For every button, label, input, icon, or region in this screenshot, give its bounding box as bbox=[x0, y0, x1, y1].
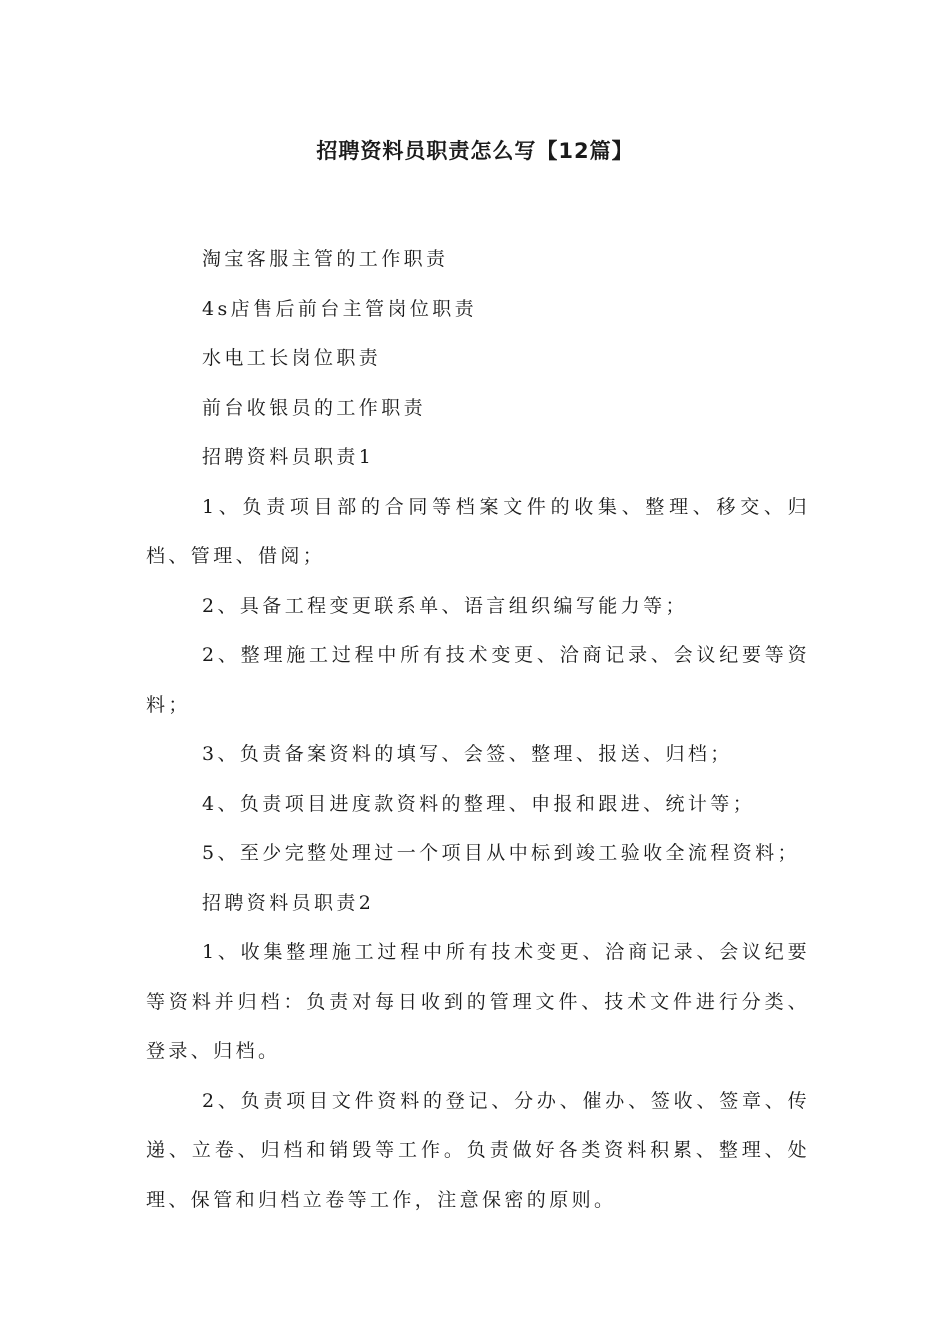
paragraph: 4、负责项目进度款资料的整理、申报和跟进、统计等； bbox=[202, 792, 756, 815]
section-heading: 招聘资料员职责1 bbox=[202, 446, 375, 468]
paragraph: 2、整理施工过程中所有技术变更、洽商记录、会议纪要等资料； bbox=[146, 644, 810, 716]
section-heading: 招聘资料员职责2 bbox=[202, 891, 375, 914]
paragraph: 淘宝客服主管的工作职责 bbox=[202, 248, 449, 270]
paragraph: 5、至少完整处理过一个项目从中标到竣工验收全流程资料； bbox=[202, 842, 800, 864]
paragraph: 2、负责项目文件资料的登记、分办、催办、签收、签章、传递、立卷、归档和销毁等工作。负责做好各类资料积累、整理、处理、保管和归档立卷等工作，注意保密的原则。 bbox=[146, 1089, 810, 1211]
paragraph: 2、具备工程变更联系单、语言组织编写能力等； bbox=[202, 594, 688, 617]
paragraph: 3、负责备案资料的填写、会签、整理、报送、归档； bbox=[202, 743, 733, 765]
paragraph: 4s店售后前台主管岗位职责 bbox=[202, 297, 478, 320]
document-body bbox=[146, 235, 810, 1225]
document-title: 招聘资料员职责怎么写【12篇】 bbox=[316, 139, 634, 163]
paragraph: 1、收集整理施工过程中所有技术变更、洽商记录、会议纪要等资料并归档：负责对每日收到的管理文件、技术文件进行分类、登录、归档。 bbox=[146, 941, 810, 1062]
paragraph: 1、负责项目部的合同等档案文件的收集、整理、移交、归档、管理、借阅； bbox=[146, 495, 810, 567]
paragraph: 水电工长岗位职责 bbox=[202, 347, 382, 369]
paragraph: 前台收银员的工作职责 bbox=[202, 396, 427, 419]
